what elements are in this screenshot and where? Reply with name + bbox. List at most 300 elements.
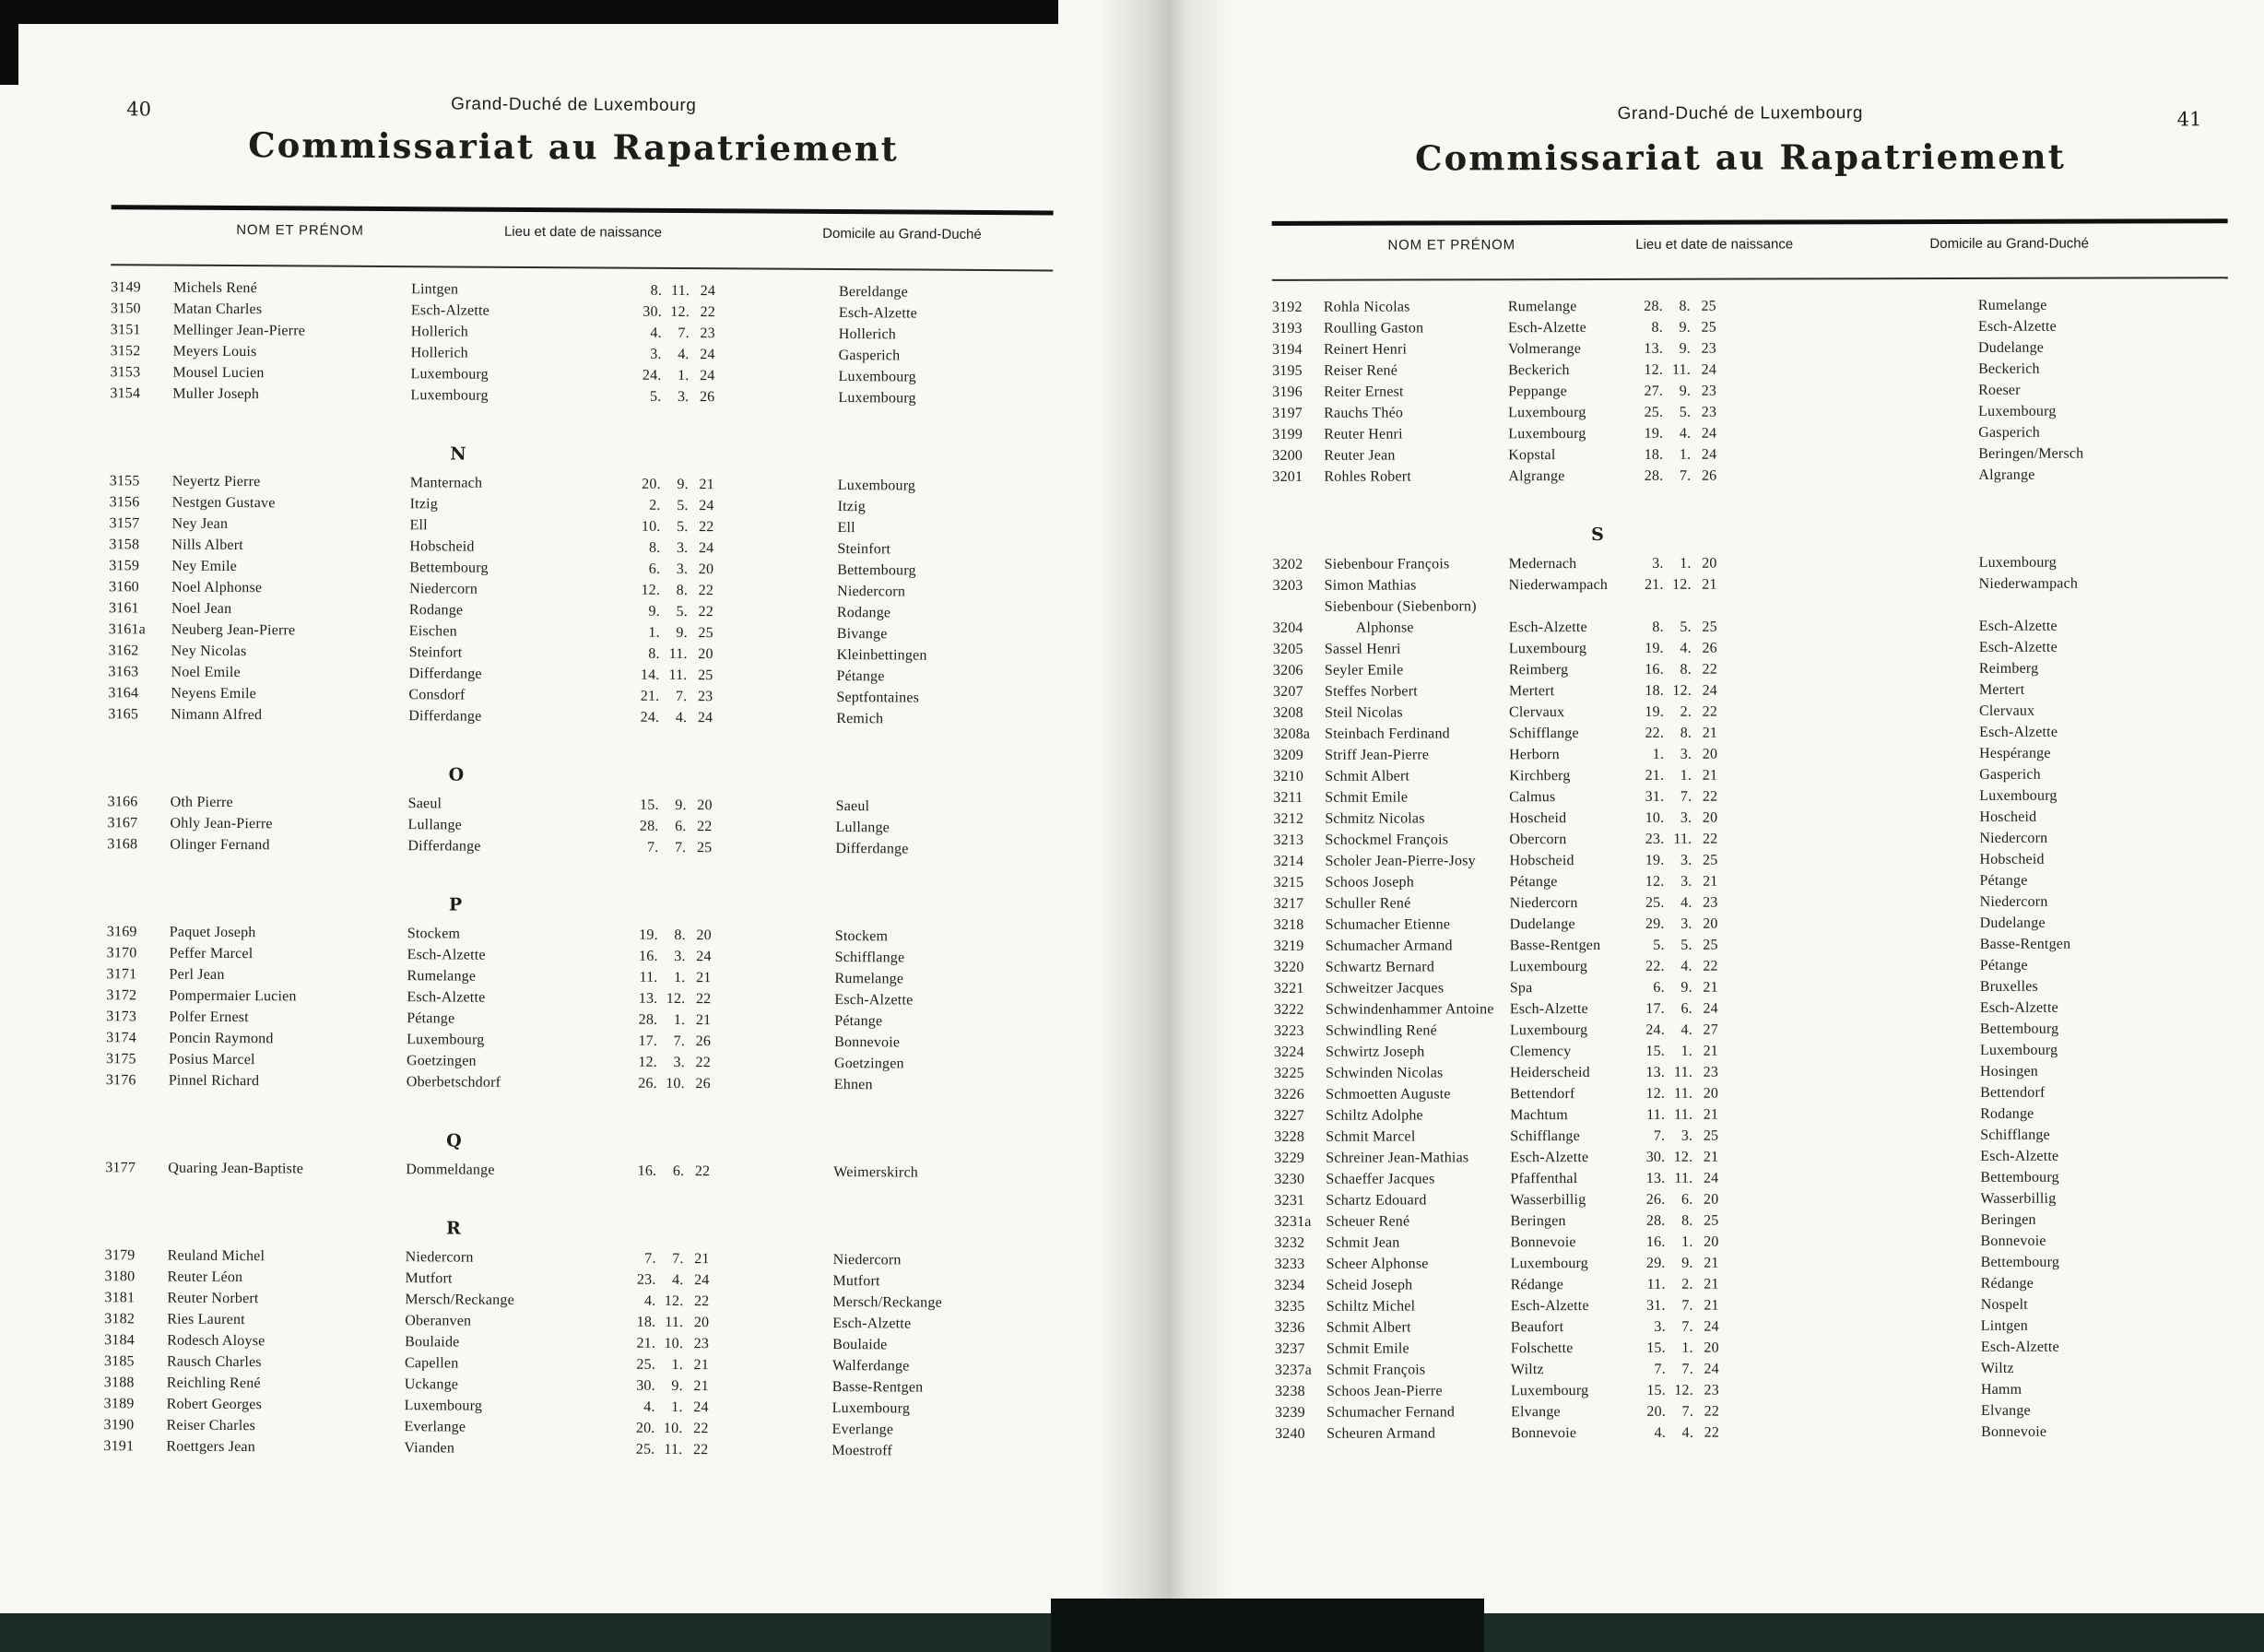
birthdate-part: 21. xyxy=(636,1335,656,1351)
entry-birthplace: Pétange xyxy=(407,1010,455,1027)
entry-name: Noel Jean xyxy=(171,600,232,618)
entry-domicile: Bettendorf xyxy=(1980,1084,2046,1101)
birthdate-part: 3. xyxy=(1680,809,1692,826)
entry-birthplace: Dommeldange xyxy=(406,1162,495,1178)
entry-birthplace: Clervaux xyxy=(1509,704,1565,721)
birthdate-part: 8. xyxy=(650,282,663,299)
entry-id: 3240 xyxy=(1275,1425,1305,1442)
birthdate-part: 6. xyxy=(1653,979,1665,996)
entry-birthdate xyxy=(623,946,712,968)
birthdate-part: 1. xyxy=(1679,446,1692,463)
entry-birthdate xyxy=(1629,723,1717,744)
birthdate-part: 8. xyxy=(1680,661,1692,678)
entry-birthplace: Esch-Alzette xyxy=(410,302,490,319)
entry-birthdate xyxy=(1630,1020,1718,1041)
birthdate-part: 4. xyxy=(678,346,690,363)
birthdate-part: 3. xyxy=(1680,1127,1693,1144)
entry-birthplace: Wasserbillig xyxy=(1510,1192,1586,1209)
entry-name: Siebenbour (Siebenborn) Alphonse xyxy=(1324,598,1477,636)
entry-birthplace: Luxembourg xyxy=(1510,1256,1588,1272)
entry-birthdate xyxy=(1631,1401,1719,1422)
birthdate-part: 2. xyxy=(1680,703,1692,720)
entry-birthdate xyxy=(1629,659,1717,680)
entry-id: 3206 xyxy=(1272,662,1303,678)
birthdate-part: 22 xyxy=(1702,831,1718,847)
entry-id: 3150 xyxy=(110,301,141,317)
entry-domicile: Pétange xyxy=(1979,957,2028,974)
entry-id: 3214 xyxy=(1273,853,1304,869)
entry-name: Simon Mathias xyxy=(1324,577,1417,594)
entry-id: 3239 xyxy=(1274,1404,1305,1421)
table-row xyxy=(1273,869,2229,893)
birthdate-part: 6. xyxy=(1680,1000,1692,1017)
entry-domicile: Mersch/Reckange xyxy=(832,1294,942,1311)
birthdate-part: 21 xyxy=(1704,1297,1719,1314)
birthdate-part: 21. xyxy=(640,688,660,704)
column-spacer xyxy=(1719,1443,1981,1444)
entry-name: Schmit François xyxy=(1326,1362,1426,1378)
entry-domicile: Esch-Alzette xyxy=(1977,318,2057,335)
entry-id: 3160 xyxy=(109,579,139,596)
birthdate-part: 1. xyxy=(648,624,660,641)
entry-id: 3191 xyxy=(103,1438,135,1455)
entry-id: 3190 xyxy=(103,1417,135,1434)
entry-id: 3234 xyxy=(1274,1277,1305,1293)
birthdate-part: 1. xyxy=(1680,555,1692,572)
birthdate-part: 23 xyxy=(1701,383,1717,399)
birthdate-part: 9. xyxy=(1679,383,1692,399)
entry-name: Steffes Norbert xyxy=(1324,683,1418,700)
entry-name: Schwirtz Joseph xyxy=(1325,1044,1425,1060)
entry-domicile: Pétange xyxy=(834,1013,883,1030)
entry-birthplace: Algrange xyxy=(1508,468,1565,485)
birthdate-part: 25 xyxy=(1704,1212,1719,1229)
entry-id: 3193 xyxy=(1271,320,1303,336)
entry-name: Sassel Henri xyxy=(1324,641,1401,657)
register-table xyxy=(103,277,1053,1462)
section-letter: S xyxy=(1591,524,1605,546)
entry-domicile: Lullange xyxy=(835,820,890,836)
birthdate-part: 11. xyxy=(1674,1170,1693,1186)
birthdate-part: 25 xyxy=(1701,319,1716,336)
entry-birthplace: Reimberg xyxy=(1508,662,1569,678)
birthdate-part: 19. xyxy=(1645,852,1665,868)
birthdate-part: 23. xyxy=(636,1271,656,1288)
birthdate-part: 21 xyxy=(699,477,714,493)
birthdate-part: 26 xyxy=(699,389,715,406)
entry-birthdate xyxy=(624,707,713,729)
entry-id: 3182 xyxy=(104,1311,136,1328)
entry-domicile: Esch-Alzette xyxy=(838,305,918,322)
birthdate-part: 12. xyxy=(1674,1382,1693,1398)
entry-birthdate xyxy=(620,1354,709,1376)
table-row xyxy=(1273,848,2229,872)
birthdate-part: 3. xyxy=(1652,555,1664,572)
table-row xyxy=(1273,806,2229,830)
entry-birthdate xyxy=(1630,1232,1718,1253)
birthdate-part: 17. xyxy=(1645,1000,1665,1017)
entry-name: Reuter Léon xyxy=(167,1268,243,1286)
birthdate-part: 11. xyxy=(668,645,688,663)
birthdate-part: 9. xyxy=(648,603,661,620)
entry-birthplace: Everlange xyxy=(404,1419,466,1435)
birthdate-part: 22 xyxy=(1704,1403,1720,1420)
entry-domicile: Beringen/Mersch xyxy=(1978,445,2084,462)
birthdate-part: 22 xyxy=(695,991,712,1008)
entry-birthplace: Rumelange xyxy=(407,968,477,985)
birthdate-part: 6. xyxy=(675,818,687,835)
table-row xyxy=(1275,1230,2231,1254)
entry-name: Muller Joseph xyxy=(172,385,260,403)
entry-birthplace: Itzig xyxy=(409,496,439,513)
birthdate-part: 8. xyxy=(648,539,661,556)
birthdate-part: 21 xyxy=(694,1251,710,1268)
entry-domicile: Rumelange xyxy=(834,971,904,987)
entry-birthplace: Oberbetschdorf xyxy=(406,1074,501,1091)
entry-id: 3237a xyxy=(1274,1362,1313,1378)
birthdate-part: 21 xyxy=(1704,1255,1719,1271)
entry-id: 3220 xyxy=(1273,959,1304,975)
birthdate-part: 4. xyxy=(1654,1424,1667,1441)
entry-birthdate xyxy=(1629,702,1717,723)
entry-birthplace: Luxembourg xyxy=(1509,1022,1588,1039)
entry-name: Neyens Emile xyxy=(171,685,257,702)
entry-birthdate xyxy=(627,301,715,324)
entry-domicile: Everlange xyxy=(831,1422,894,1438)
birthdate-part: 1. xyxy=(1680,1043,1693,1059)
birthdate-part: 4. xyxy=(650,324,662,341)
entry-name: Schmit Albert xyxy=(1325,768,1410,785)
entry-id: 3161 xyxy=(108,600,139,617)
birthdate-part: 20. xyxy=(635,1420,655,1436)
birthdate-part: 4. xyxy=(1679,425,1692,442)
entry-id: 3208 xyxy=(1273,704,1303,721)
birthdate-part: 25 xyxy=(1703,937,1718,953)
birthdate-part: 3. xyxy=(650,346,662,362)
entry-birthplace: Mertert xyxy=(1508,683,1555,700)
entry-id: 3217 xyxy=(1273,895,1304,912)
entry-id: 3170 xyxy=(106,945,137,962)
entry-domicile: Remich xyxy=(836,711,884,727)
birthdate-part: 20 xyxy=(697,797,713,814)
entry-birthplace: Clemency xyxy=(1509,1044,1572,1060)
birthdate-part: 30. xyxy=(636,1377,655,1394)
entry-domicile: Luxembourg xyxy=(1979,1042,2058,1058)
table-row xyxy=(1272,379,2228,403)
birthdate-part: 23 xyxy=(1703,1064,1719,1080)
entry-birthdate xyxy=(626,495,714,517)
birthdate-part: 24 xyxy=(697,710,713,726)
entry-id: 3151 xyxy=(110,322,141,338)
birthdate-part: 22 xyxy=(695,1055,712,1071)
entry-birthdate xyxy=(1629,850,1717,871)
birthdate-part: 12. xyxy=(1673,1149,1693,1165)
birthdate-part: 20 xyxy=(1702,809,1718,826)
entry-domicile: Steinfort xyxy=(837,541,891,558)
birthdate-part: 24 xyxy=(700,368,715,384)
entry-name: Noel Emile xyxy=(171,664,241,681)
entry-id: 3167 xyxy=(107,815,138,832)
table-row xyxy=(1275,1378,2231,1402)
entry-id: 3201 xyxy=(1272,468,1303,485)
entry-birthdate xyxy=(620,1312,709,1334)
entry-domicile: Septfontaines xyxy=(836,690,920,706)
entry-birthplace: Luxembourg xyxy=(1509,959,1588,975)
entry-id: 3222 xyxy=(1273,1001,1304,1018)
table-row xyxy=(108,703,1050,730)
entry-name: Oth Pierre xyxy=(170,794,233,811)
birthdate-part: 19. xyxy=(1644,425,1664,442)
entry-domicile: Mertert xyxy=(1978,681,2025,698)
birthdate-part: 11. xyxy=(1674,1106,1693,1123)
entry-birthdate xyxy=(1631,1359,1719,1380)
entry-name: Schoos Jean-Pierre xyxy=(1326,1383,1443,1399)
column-spacer xyxy=(711,1094,834,1095)
birthdate-part: 3. xyxy=(1654,1318,1666,1335)
entry-birthplace: Spa xyxy=(1509,980,1533,997)
entry-birthplace: Luxembourg xyxy=(1508,426,1586,442)
entry-birthplace: Esch-Alzette xyxy=(1510,1298,1589,1315)
entry-domicile: Bettembourg xyxy=(837,562,916,579)
entry-birthplace: Rodange xyxy=(408,602,464,619)
entry-birthplace: Uckange xyxy=(404,1376,459,1393)
entry-name: Neuberg Jean-Pierre xyxy=(171,621,296,639)
entry-domicile: Gasperich xyxy=(838,348,901,364)
birthdate-part: 24 xyxy=(1703,1000,1718,1017)
entry-name: Striff Jean-Pierre xyxy=(1325,747,1430,763)
entry-name: Schiltz Adolphe xyxy=(1326,1107,1423,1124)
table-row xyxy=(1273,657,2229,681)
birthdate-part: 21. xyxy=(1645,767,1665,784)
table-row xyxy=(1275,1357,2231,1381)
entry-name: Rausch Charles xyxy=(166,1353,262,1371)
table-row xyxy=(1274,1103,2230,1127)
scan-corner-mark xyxy=(0,0,18,85)
entry-id: 3231 xyxy=(1274,1192,1305,1209)
entry-birthdate xyxy=(1628,338,1716,360)
birthdate-part: 13. xyxy=(638,990,658,1007)
birthdate-part: 20 xyxy=(1702,746,1718,762)
entry-birthdate xyxy=(625,559,713,581)
entry-domicile: Stockem xyxy=(834,928,889,945)
entry-id: 3175 xyxy=(105,1051,136,1068)
entry-name: Ney Jean xyxy=(171,515,229,532)
entry-name: Nimann Alfred xyxy=(171,706,263,724)
table-row xyxy=(1275,1315,2231,1339)
header-rule-thin xyxy=(111,264,1053,271)
birthdate-part: 7. xyxy=(1653,1127,1666,1144)
birthdate-part: 12. xyxy=(1645,1085,1666,1102)
birthdate-part: 11. xyxy=(639,969,658,985)
table-row xyxy=(103,1435,1045,1462)
birthdate-part: 24 xyxy=(1704,1361,1719,1377)
entry-birthplace: Luxembourg xyxy=(1510,1383,1589,1399)
entry-name: Matan Charles xyxy=(172,301,263,318)
column-headers xyxy=(1272,235,2228,256)
entry-birthplace: Volmerange xyxy=(1507,341,1582,358)
entry-birthplace: Schifflange xyxy=(1509,726,1579,742)
birthdate-part: 23 xyxy=(1701,340,1717,357)
birthdate-part: 8. xyxy=(1652,619,1664,635)
entry-domicile: Gasperich xyxy=(1978,424,2040,441)
entry-birthplace: Peppange xyxy=(1508,384,1567,400)
entry-domicile: Dudelange xyxy=(1977,339,2045,356)
header-rule-thick xyxy=(112,205,1054,215)
entry-birthdate xyxy=(625,516,713,538)
birthdate-part: 25. xyxy=(1644,404,1664,420)
entry-birthplace: Stockem xyxy=(407,926,461,942)
birthdate-part: 8. xyxy=(674,926,686,944)
entry-name: Ohly Jean-Pierre xyxy=(170,815,273,832)
entry-birthdate xyxy=(619,1439,708,1461)
birthdate-part: 22 xyxy=(693,1293,710,1310)
birthdate-part: 8. xyxy=(1680,725,1692,741)
entry-birthplace: Pétange xyxy=(1509,874,1558,891)
column-spacer xyxy=(708,1460,831,1461)
entry-name: Scheuren Armand xyxy=(1327,1425,1436,1442)
birthdate-part: 12. xyxy=(1645,873,1665,890)
entry-birthplace: Kirchberg xyxy=(1509,768,1571,785)
entry-domicile: Roeser xyxy=(1978,382,2021,398)
table-row xyxy=(1273,572,2229,596)
birthdate-part: 21 xyxy=(1703,1106,1719,1123)
entry-birthplace: Bettembourg xyxy=(409,560,489,576)
birthdate-part: 22 xyxy=(697,819,713,835)
entry-birthplace: Differdange xyxy=(408,666,482,682)
entry-name: Roulling Gaston xyxy=(1323,320,1424,336)
entry-birthdate xyxy=(1629,808,1717,829)
birthdate-part: 10. xyxy=(641,518,661,535)
entry-id: 3227 xyxy=(1274,1107,1305,1124)
entry-domicile: Esch-Alzette xyxy=(832,1316,912,1332)
birthdate-part: 4. xyxy=(643,1292,656,1309)
entry-id: 3154 xyxy=(110,385,141,402)
entry-name: Rohla Nicolas xyxy=(1323,299,1410,315)
birthdate-part: 9. xyxy=(677,476,689,493)
entry-name: Schmit Albert xyxy=(1326,1319,1411,1336)
entry-birthplace: Saeul xyxy=(407,796,442,812)
entry-name: Schmit Emile xyxy=(1325,789,1409,806)
entry-birthplace: Consdorf xyxy=(408,687,466,703)
entry-id: 3210 xyxy=(1273,768,1304,785)
birthdate-part: 27. xyxy=(1644,383,1664,399)
table-row xyxy=(1274,954,2230,978)
birthdate-part: 15. xyxy=(640,796,659,813)
entry-id: 3157 xyxy=(109,515,140,532)
birthdate-part: 12. xyxy=(666,990,686,1008)
birthdate-part: 8. xyxy=(1651,319,1663,336)
birthdate-part: 24. xyxy=(640,709,660,726)
entry-name: Nestgen Gustave xyxy=(171,494,276,512)
entry-id: 3223 xyxy=(1273,1022,1304,1039)
birthdate-part: 31. xyxy=(1645,788,1665,805)
entry-birthplace: Hobscheid xyxy=(1509,853,1574,869)
entry-birthplace: Eischen xyxy=(408,623,457,640)
entry-id: 3176 xyxy=(105,1072,136,1089)
birthdate-part: 10. xyxy=(664,1335,684,1352)
entry-id: 3195 xyxy=(1272,362,1303,379)
entry-birthdate xyxy=(620,1397,709,1419)
birthdate-part: 12. xyxy=(670,303,690,321)
entry-birthdate xyxy=(1630,956,1718,977)
entry-id: 3208a xyxy=(1273,726,1311,742)
birthdate-part: 12. xyxy=(1672,576,1692,593)
entry-birthdate xyxy=(1631,1422,1719,1444)
table-row xyxy=(106,1069,1048,1096)
page-title: Commissariat au Rapatriement xyxy=(1415,136,2066,179)
birthdate-part: 10. xyxy=(666,1075,685,1092)
entry-birthdate xyxy=(621,1248,710,1270)
entry-id: 3158 xyxy=(109,537,140,553)
entry-birthplace: Differdange xyxy=(407,838,481,855)
entry-id: 3213 xyxy=(1273,832,1304,848)
table-row xyxy=(1275,1421,2231,1445)
table-row xyxy=(1273,678,2229,702)
entry-id: 3163 xyxy=(108,664,139,680)
birthdate-part: 7. xyxy=(1681,1297,1693,1314)
column-headers xyxy=(111,221,1053,245)
birthdate-part: 11. xyxy=(664,1441,683,1458)
entry-id: 3235 xyxy=(1274,1298,1305,1315)
entry-id: 3212 xyxy=(1273,810,1304,827)
table-row xyxy=(1274,891,2230,914)
entry-birthdate xyxy=(1630,998,1718,1020)
table-row xyxy=(1272,315,2228,339)
birthdate-part: 24 xyxy=(1703,1170,1719,1186)
entry-name: Roettgers Jean xyxy=(166,1438,256,1456)
table-row xyxy=(1274,997,2230,1021)
entry-birthdate xyxy=(620,1333,709,1355)
birthdate-part: 12. xyxy=(664,1292,684,1310)
entry-birthplace: Niedercorn xyxy=(409,581,478,597)
entry-birthplace: Esch-Alzette xyxy=(1508,620,1587,636)
entry-domicile: Bonnevoie xyxy=(834,1034,901,1051)
entry-birthplace: Mutfort xyxy=(405,1270,453,1287)
entry-domicile: Luxembourg xyxy=(1978,403,2057,419)
table-row xyxy=(105,1157,1047,1184)
entry-domicile: Kleinbettingen xyxy=(836,647,927,664)
birthdate-part: 26. xyxy=(1645,1191,1666,1208)
entry-domicile: Esch-Alzette xyxy=(1980,1148,2059,1164)
birthdate-part: 21 xyxy=(693,1378,709,1395)
birthdate-part: 23 xyxy=(1703,894,1718,911)
entry-id: 3171 xyxy=(106,966,137,983)
entry-birthplace: Hollerich xyxy=(410,324,469,340)
birthdate-part: 24 xyxy=(694,1272,710,1289)
birthdate-part: 18. xyxy=(1645,682,1664,699)
entry-id: 3219 xyxy=(1273,938,1304,954)
entry-name: Schmit Emile xyxy=(1326,1340,1409,1357)
entry-id: 3177 xyxy=(105,1160,136,1176)
entry-id: 3211 xyxy=(1273,789,1303,806)
birthdate-part: 7. xyxy=(1681,1318,1693,1335)
table-row xyxy=(1272,336,2228,360)
entry-name: Olinger Fernand xyxy=(170,836,270,854)
entry-id: 3209 xyxy=(1273,747,1303,763)
entry-id: 3162 xyxy=(108,643,139,659)
birthdate-part: 20 xyxy=(693,1315,710,1331)
entry-name: Reiter Ernest xyxy=(1324,384,1404,400)
entry-domicile: Bereldange xyxy=(839,284,908,301)
entry-domicile: Luxembourg xyxy=(1979,787,2058,804)
birthdate-part: 11. xyxy=(1646,1276,1666,1292)
birthdate-part: 12. xyxy=(638,1054,658,1070)
entry-name: Meyers Louis xyxy=(172,343,257,360)
entry-birthdate xyxy=(1628,466,1716,487)
birthdate-part: 8. xyxy=(676,582,689,599)
entry-name: Schwartz Bernard xyxy=(1325,959,1435,975)
column-spacer xyxy=(710,1182,833,1183)
